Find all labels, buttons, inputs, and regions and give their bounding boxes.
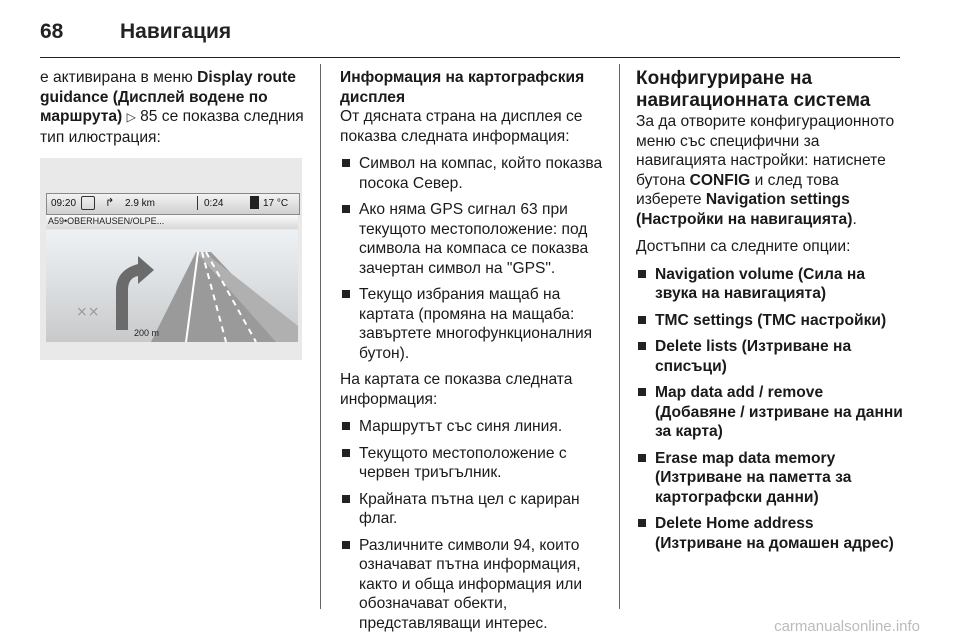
column-3 — [636, 68, 904, 560]
list-item: Delete Home address (Изтриване на домашен адрес) — [636, 514, 904, 553]
options-list — [636, 265, 904, 554]
nav-eta: 0:24 — [204, 198, 224, 209]
road-drawing — [46, 230, 298, 342]
column-divider-1 — [320, 64, 321, 609]
street-name: A59•OBERHAUSEN/OLPE... — [48, 216, 165, 226]
list-item: Navigation volume (Сила на звука на навигацията) — [636, 265, 904, 304]
thermometer-icon — [250, 196, 259, 209]
map-scale: 200 m — [134, 328, 160, 338]
page-title: Навигация — [120, 20, 232, 43]
bullet-icon — [638, 316, 646, 324]
bullet-icon — [638, 519, 646, 527]
section-heading-map-info: Информация на картографския дисплея — [340, 69, 585, 106]
page-number: 68 — [40, 20, 64, 43]
list-item: Текущото местоположение с червен триъгълник. — [340, 444, 612, 483]
right-side-intro: От дясната страна на дисплея се показва следната информация: — [340, 108, 583, 145]
list-item: TMC settings (TMC настройки) — [636, 311, 904, 331]
options-intro: Достъпни са следните опции: — [636, 238, 851, 255]
bullet-icon — [342, 541, 350, 549]
list-item: Крайната пътна цел с кариран флаг. — [340, 490, 612, 529]
config-intro: За да отворите конфигурационното меню със специфични за навигацията настройки: натиснете бутона CONFIG и след това изберете Navigation settings (Настройки на навигацията). — [636, 113, 895, 228]
bullet-icon — [342, 205, 350, 213]
map-info-intro: На картата се показва следната информация: — [340, 371, 573, 408]
bullet-icon — [638, 388, 646, 396]
list-item: Маршрутът със синя линия. — [340, 417, 612, 437]
bullet-icon — [342, 495, 350, 503]
list-item: Текущо избрания мащаб на картата (промяна на мащаба: завъртете многофункционалния бутон). — [340, 285, 612, 363]
flag-separator — [197, 196, 198, 210]
column-2 — [340, 68, 612, 640]
menu-name: Display route guidance (Дисплей водене по маршрута) — [40, 69, 296, 125]
intro-paragraph: е активирана в меню Display route guidance (Дисплей водене по маршрута) ▷ 85 се показва следния тип илюстрация: — [40, 69, 304, 146]
config-button-name: CONFIG — [689, 171, 751, 189]
bullet-icon — [638, 270, 646, 278]
nav-distance: 2.9 km — [125, 198, 156, 209]
list-item: Различните символи 94, които означават пътна информация, както и обща информация или обозначават обекти, представляващи интерес. — [340, 536, 612, 634]
turn-arrow-icon — [116, 256, 154, 330]
bullet-icon — [342, 422, 350, 430]
route-icon: ↱ — [105, 197, 115, 209]
nav-time: 09:20 — [51, 198, 77, 209]
list-item: Ако няма GPS сигнал 63 при текущото местоположение: под символа на компаса се показва зачертан символ на "GPS". — [340, 200, 612, 278]
list-item: Delete lists (Изтриване на списъци) — [636, 337, 904, 376]
section-heading-config: Конфигуриране на навигационната система — [636, 68, 871, 111]
list-item: Map data add / remove (Добавяне / изтриване на данни за карта) — [636, 383, 904, 442]
list-item: Символ на компас, който показва посока Север. — [340, 154, 612, 193]
nav-settings-name: Navigation settings (Настройки на навигацията) — [636, 191, 853, 228]
list-item: Erase map data memory (Изтриване на паметта за картографски данни) — [636, 449, 904, 508]
bullet-icon — [342, 449, 350, 457]
column-1 — [40, 68, 308, 155]
bullet-icon — [342, 159, 350, 167]
nav-temp: 17 °C — [263, 198, 289, 209]
map-view — [46, 230, 298, 342]
no-passing-sign-icon: ⨯⨯ — [76, 304, 100, 320]
compass-icon — [81, 196, 95, 210]
page-ref-icon: ▷ — [126, 110, 136, 124]
bullet-icon — [638, 342, 646, 350]
header-rule — [40, 57, 900, 58]
column-divider-2 — [619, 64, 620, 609]
map-info-list — [340, 417, 612, 633]
nav-status-bar — [46, 193, 300, 215]
navigation-screen-illustration — [40, 158, 302, 360]
right-side-list — [340, 154, 612, 363]
watermark: carmanualsonline.info — [774, 618, 920, 635]
bullet-icon — [638, 454, 646, 462]
bullet-icon — [342, 290, 350, 298]
street-bar — [46, 215, 298, 229]
